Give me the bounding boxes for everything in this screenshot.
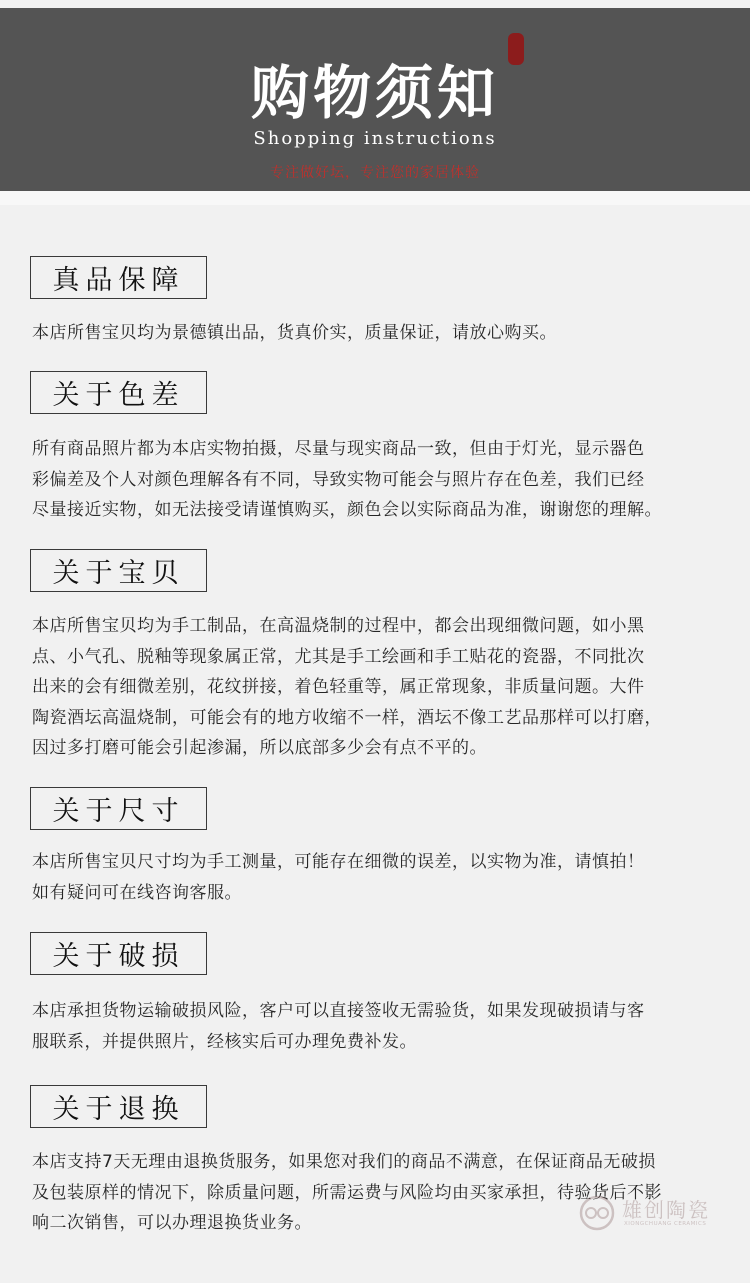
subtitle-chinese: 专注做好坛，专注您的家居体验 <box>270 165 480 181</box>
section-body-authentic <box>32 318 740 349</box>
section-heading-size: 关于尺寸 <box>30 787 207 830</box>
text-line: 点、小气孔、脱釉等现象属正常，尤其是手工绘画和手工贴花的瓷器，不同批次 <box>32 646 645 667</box>
text-line: 彩偏差及个人对颜色理解各有不同，导致实物可能会与照片存在色差，我们已经 <box>32 469 645 490</box>
text-line: 尽量接近实物，如无法接受请谨慎购买，颜色会以实际商品为准，谢谢您的理解。 <box>32 500 662 520</box>
section-body-damage <box>32 996 740 1057</box>
text-line: 本店所售宝贝均为景德镇出品，货真价实，质量保证，请放心购买。 <box>32 323 557 343</box>
text-line: 响二次销售，可以办理退换货业务。 <box>32 1213 312 1233</box>
section-body-product <box>32 611 740 764</box>
subtitle-english: Shopping instructions <box>253 128 497 149</box>
section-heading-authentic: 真品保障 <box>30 256 207 299</box>
top-band <box>0 0 750 8</box>
text-line: 本店所售宝贝均为手工制品，在高温烧制的过程中，都会出现细微问题，如小黑 <box>32 616 645 636</box>
section-body-size <box>32 847 740 908</box>
text-line: 本店承担货物运输破损风险，客户可以直接签收无需验货，如果发现破损请与客 <box>32 1001 645 1021</box>
page-title: 购物须知 <box>250 59 499 127</box>
text-line: 如有疑问可在线咨询客服。 <box>32 882 242 903</box>
text-line: 因过多打磨可能会引起渗漏，所以底部多少会有点不平的。 <box>32 738 487 758</box>
brand-watermark <box>578 1194 738 1234</box>
section-heading-color: 关于色差 <box>30 371 207 414</box>
text-line: 本店所售宝贝尺寸均为手工测量，可能存在细微的误差，以实物为准，请慎拍！ <box>32 852 645 872</box>
brand-name: 雄创陶瓷 <box>622 1198 710 1222</box>
seal-stamp <box>508 33 524 65</box>
section-heading-product: 关于宝贝 <box>30 549 207 592</box>
section-heading-damage: 关于破损 <box>30 932 207 975</box>
text-line: 及包装原样的情况下，除质量问题，所需运费与风险均由买家承担，待验货后不影 <box>32 1182 662 1203</box>
text-line: 本店支持7天无理由退换货服务，如果您对我们的商品不满意，在保证商品无破损 <box>32 1152 656 1172</box>
divider-band <box>0 191 750 205</box>
section-heading-return: 关于退换 <box>30 1085 207 1128</box>
section-body-color <box>32 434 740 526</box>
text-line: 陶瓷酒坛高温烧制，可能会有的地方收缩不一样，酒坛不像工艺品那样可以打磨， <box>32 707 662 728</box>
brand-name-english: XIONGCHUANG CERAMICS <box>624 1221 707 1227</box>
text-line: 所有商品照片都为本店实物拍摄，尽量与现实商品一致，但由于灯光，显示器色 <box>32 439 645 459</box>
brand-logo-icon <box>578 1194 616 1232</box>
text-line: 出来的会有细微差别，花纹拼接，着色轻重等，属正常现象，非质量问题。大件 <box>32 677 645 697</box>
header-banner <box>0 8 750 191</box>
text-line: 服联系，并提供照片，经核实后可办理免费补发。 <box>32 1031 417 1052</box>
